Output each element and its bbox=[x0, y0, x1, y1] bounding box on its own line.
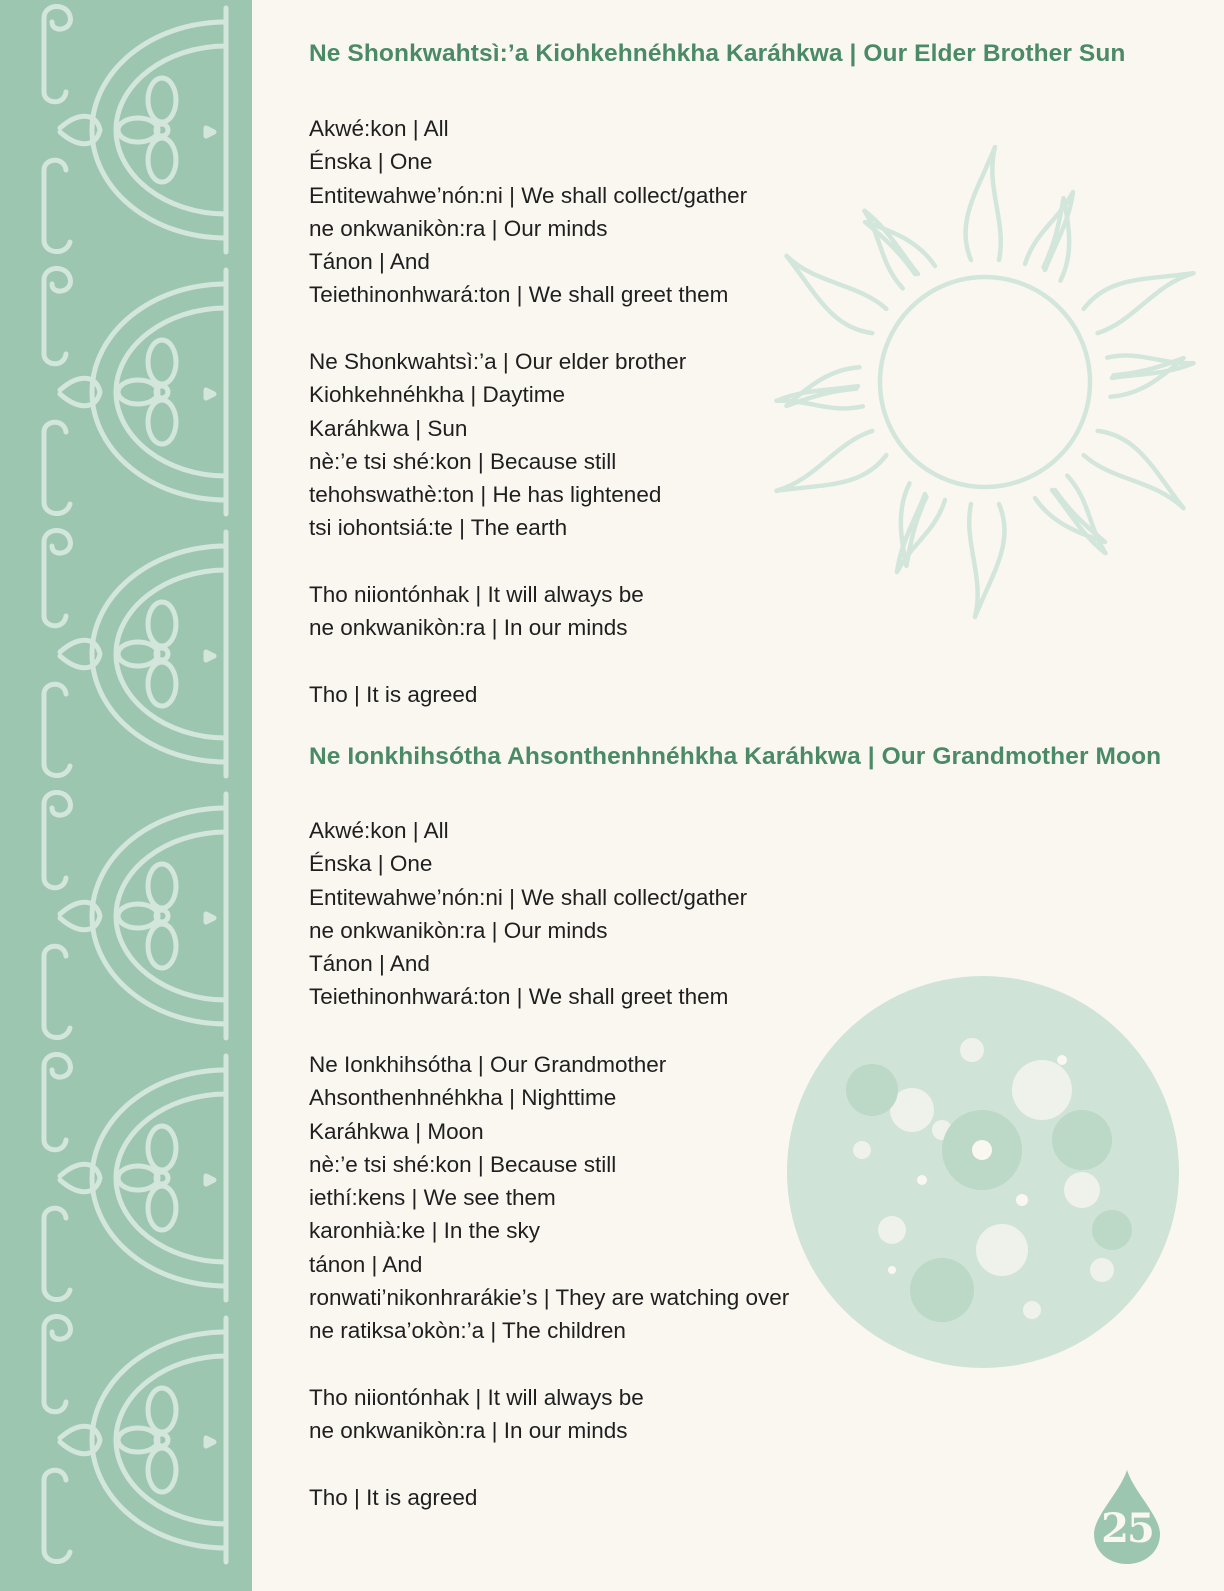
verse-line: ronwati’nikonhrarákie’s | They are watching over bbox=[309, 1285, 790, 1311]
verse-line: Karáhkwa | Moon bbox=[309, 1118, 484, 1144]
verse-line: Tho | It is agreed bbox=[309, 682, 478, 707]
verse-line: Tho niiontónhak | It will always be bbox=[309, 582, 644, 607]
verse-line: Énska | One bbox=[309, 149, 433, 175]
verse-line: Énska | One bbox=[309, 851, 433, 877]
verse-line: Karáhkwa | Sun bbox=[309, 415, 468, 441]
verse-line: Akwé:kon | All bbox=[309, 818, 449, 843]
verse-line: nè:’e tsi shé:kon | Because still bbox=[309, 1151, 617, 1177]
sun-stanza-4 bbox=[309, 678, 477, 711]
moon-stanza-2 bbox=[309, 1048, 789, 1348]
moon-stanza-1 bbox=[309, 814, 747, 1014]
moon-section-heading: Ne Ionkhihsótha Ahsonthenhnéhkha Karáhkwa | Our Grandmother Moon bbox=[309, 743, 1162, 770]
page-number: 25 bbox=[1101, 1505, 1153, 1552]
verse-line: tánon | And bbox=[309, 1251, 423, 1277]
sun-icon bbox=[733, 134, 1223, 639]
verse-line: Ahsonthenhnéhkha | Nighttime bbox=[309, 1085, 617, 1111]
sun-section-heading: Ne Shonkwahtsì:’a Kiohkehnéhkha Karáhkwa | Our Elder Brother Sun bbox=[309, 40, 1126, 67]
verse-line: tehohswathè:ton | He has lightened bbox=[309, 482, 662, 508]
verse-line: Kiohkehnéhkha | Daytime bbox=[309, 382, 565, 408]
verse-line: Teiethinonhwará:ton | We shall greet them bbox=[309, 984, 729, 1010]
verse-line: Tho | It is agreed bbox=[309, 1485, 478, 1510]
moon-stanza-4 bbox=[309, 1481, 477, 1514]
floral-scroll-pattern bbox=[0, 0, 252, 1591]
verse-line: ne onkwanikòn:ra | Our minds bbox=[309, 215, 608, 241]
moon-icon bbox=[782, 970, 1184, 1374]
verse-line: ne ratiksa’okòn:’a | The children bbox=[309, 1318, 626, 1344]
verse-line: Tánon | And bbox=[309, 951, 430, 977]
verse-line: karonhià:ke | In the sky bbox=[309, 1218, 540, 1244]
moon-stanza-3 bbox=[309, 1381, 644, 1448]
verse-line: Akwé:kon | All bbox=[309, 116, 449, 141]
verse-line: ne onkwanikòn:ra | Our minds bbox=[309, 917, 608, 943]
verse-line: Teiethinonhwará:ton | We shall greet them bbox=[309, 282, 729, 308]
verse-line: ne onkwanikòn:ra | In our minds bbox=[309, 615, 628, 641]
verse-line: ne onkwanikòn:ra | In our minds bbox=[309, 1418, 628, 1444]
verse-line: Entitewahwe’nón:ni | We shall collect/gather bbox=[309, 182, 748, 208]
sun-stanza-2 bbox=[309, 345, 686, 545]
verse-line: iethí:kens | We see them bbox=[309, 1185, 556, 1211]
verse-line: nè:’e tsi shé:kon | Because still bbox=[309, 448, 617, 474]
verse-line: Entitewahwe’nón:ni | We shall collect/gather bbox=[309, 884, 748, 910]
sun-stanza-1 bbox=[309, 112, 747, 312]
verse-line: Tánon | And bbox=[309, 249, 430, 275]
sun-stanza-3 bbox=[309, 578, 644, 645]
verse-line: Ne Ionkhihsótha | Our Grandmother bbox=[309, 1052, 667, 1077]
verse-line: Ne Shonkwahtsì:’a | Our elder brother bbox=[309, 349, 687, 374]
decorative-sidebar bbox=[0, 0, 252, 1591]
verse-line: tsi iohontsiá:te | The earth bbox=[309, 515, 568, 541]
verse-line: Tho niiontónhak | It will always be bbox=[309, 1385, 644, 1410]
